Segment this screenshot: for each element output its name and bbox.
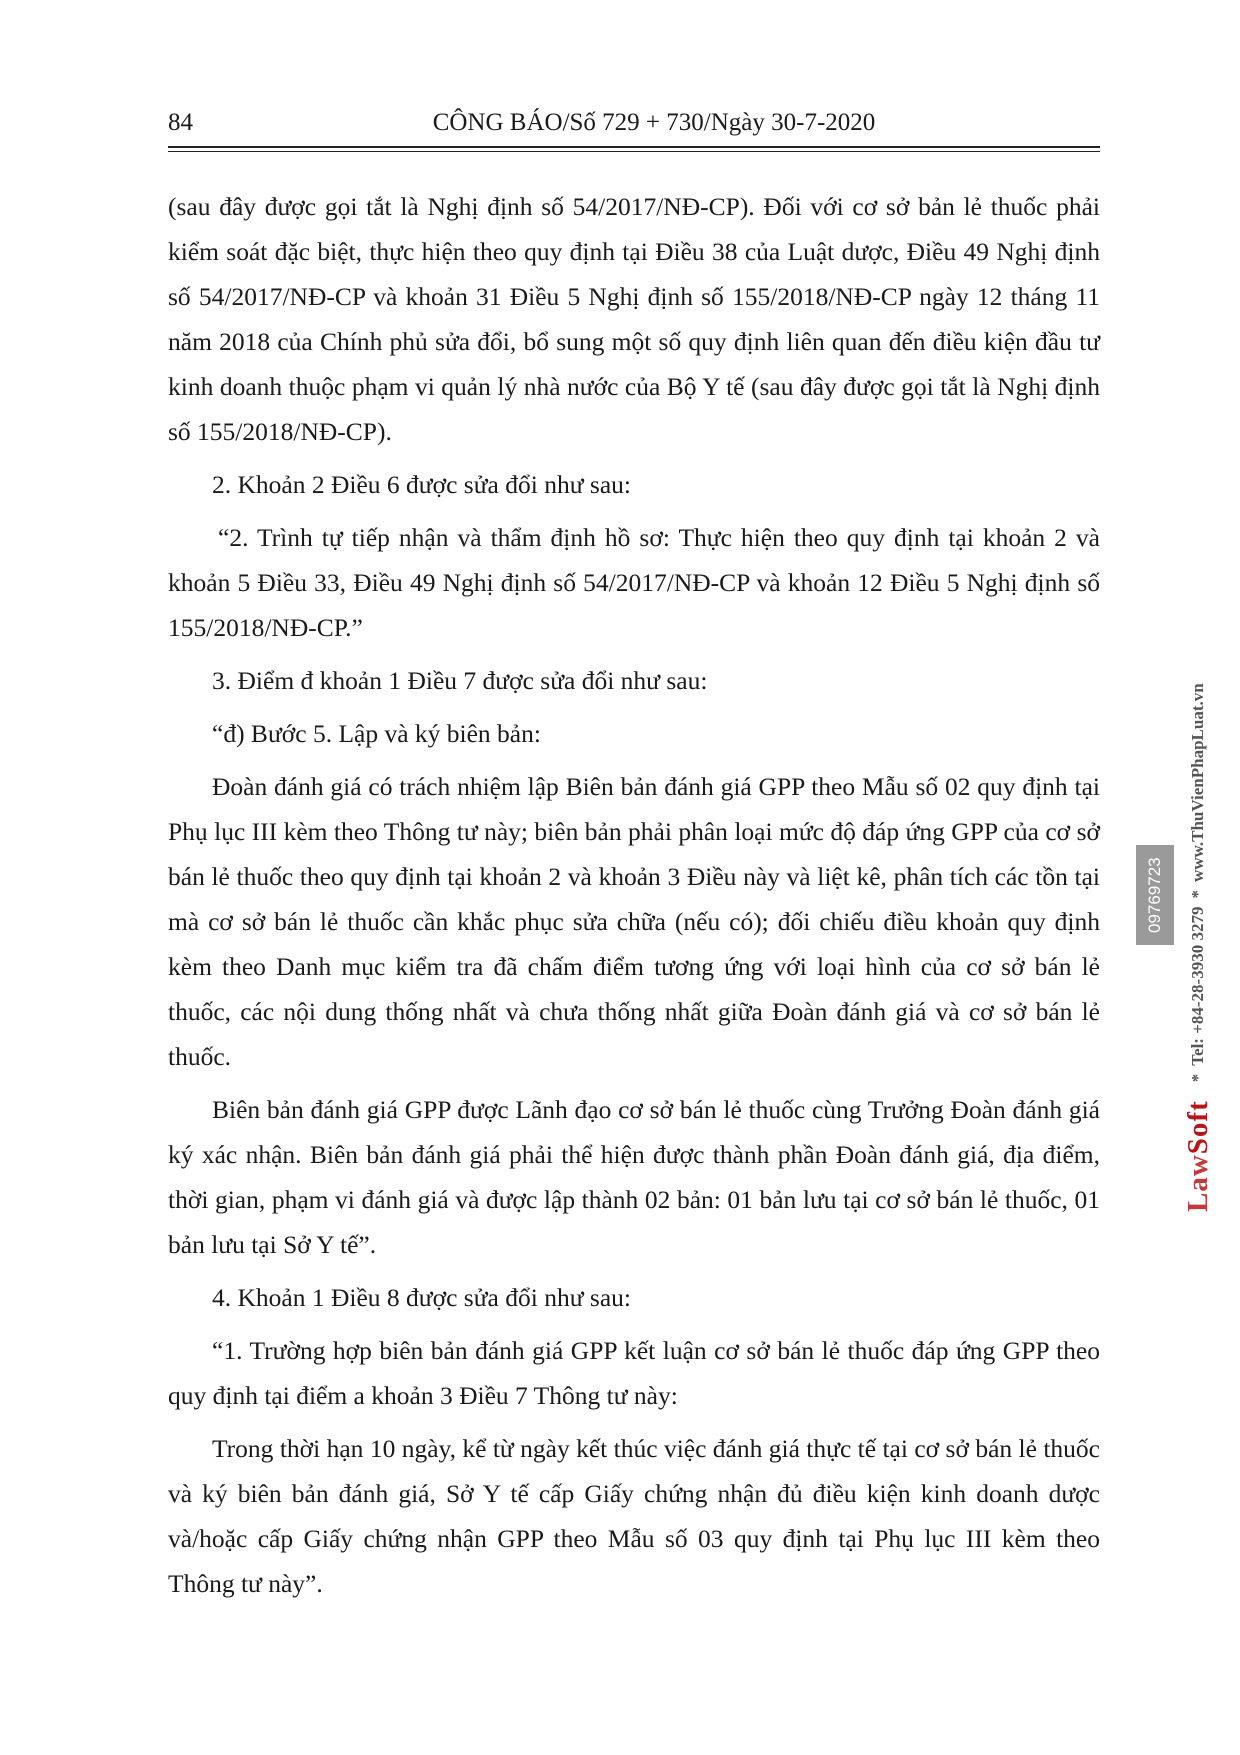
paragraph: “đ) Bước 5. Lập và ký biên bản: [212, 719, 541, 748]
logo-text-law: Law [1182, 1154, 1214, 1212]
paragraph: (sau đây được gọi tắt là Nghị định số 54/2017/NĐ-CP). Đối với cơ sở bản lẻ thuốc phải kiểm soát đặc biệt, thực hiện theo quy định tại Điều 38 của Luật dược, Điều 49 Nghị định số 54/2017/NĐ-CP và khoản 31 Điều 5 Nghị định số 155/2018/NĐ-CP ngày 12 tháng 11 năm 2018 của Chính phủ sửa đổi, bổ sung một số quy định liên quan đến điều kiện đầu tư kinh doanh thuộc phạm vi quản lý nhà nước của Bộ Y tế (sau đây được gọi tắt là Nghị định số 155/2018/NĐ-CP). [168, 192, 1100, 446]
logo-text-soft: Soft [1182, 1100, 1214, 1155]
paragraph: “1. Trường hợp biên bản đánh giá GPP kết luận cơ sở bán lẻ thuốc đáp ứng GPP theo quy định tại điểm a khoản 3 Điều 7 Thông tư này: [168, 1336, 1100, 1410]
lawsoft-logo [1183, 1100, 1213, 1212]
page-header [168, 106, 1100, 150]
paragraph: Trong thời hạn 10 ngày, kể từ ngày kết thúc việc đánh giá thực tế tại cơ sở bán lẻ thuốc và ký biên bản đánh giá, Sở Y tế cấp Giấy chứng nhận đủ điều kiện kinh doanh dược và/hoặc cấp Giấy chứng nhận GPP theo Mẫu số 03 quy định tại Phụ lục III kèm theo Thông tư này”. [168, 1434, 1100, 1598]
paragraph: 4. Khoản 1 Điều 8 được sửa đổi như sau: [212, 1283, 631, 1312]
paragraph: Biên bản đánh giá GPP được Lãnh đạo cơ sở bán lẻ thuốc cùng Trưởng Đoàn đánh giá ký xác nhận. Biên bản đánh giá phải thể hiện được thành phần Đoàn đánh giá, địa điểm, thời gian, phạm vi đánh giá và được lập thành 02 bản: 01 bản lưu tại cơ sở bán lẻ thuốc, 01 bản lưu tại Sở Y tế”. [168, 1095, 1100, 1259]
watermark-separator: * [1188, 1073, 1207, 1083]
watermark-separator: * [1188, 890, 1207, 899]
paragraph: 3. Điểm đ khoản 1 Điều 7 được sửa đổi như sau: [212, 666, 708, 695]
paragraph: 2. Khoản 2 Điều 6 được sửa đổi như sau: [212, 470, 631, 499]
header-divider-thin [168, 151, 1100, 152]
watermark-tel: Tel: +84-28-3930 3279 [1188, 906, 1207, 1066]
header-divider [168, 146, 1100, 148]
page-number: 84 [168, 109, 193, 136]
paragraph: Đoàn đánh giá có trách nhiệm lập Biên bản đánh giá GPP theo Mẫu số 02 quy định tại Phụ lục III kèm theo Thông tư này; biên bản phải phân loại mức độ đáp ứng GPP của cơ sở bán lẻ thuốc theo quy định tại khoản 2 và khoản 3 Điều này và liệt kê, phân tích các tồn tại mà cơ sở bán lẻ thuốc cần khắc phục sửa chữa (nếu có); đối chiếu điều khoản quy định kèm theo Danh mục kiểm tra đã chấm điểm tương ứng với loại hình của cơ sở bán lẻ thuốc, các nội dung thống nhất và chưa thống nhất giữa Đoàn đánh giá và cơ sở bán lẻ thuốc. [168, 772, 1100, 1071]
document-body [168, 184, 1100, 1614]
gazette-title: CÔNG BÁO/Số 729 + 730/Ngày 30-7-2020 [432, 109, 876, 136]
paragraph: “2. Trình tự tiếp nhận và thẩm định hồ sơ: Thực hiện theo quy định tại khoản 2 và khoản 5 Điều 33, Điều 49 Nghị định số 54/2017/NĐ-CP và khoản 12 Điều 5 Nghị định số 155/2018/NĐ-CP.” [168, 523, 1100, 642]
phone-badge: 09769723 [1136, 845, 1174, 945]
watermark-website: www.ThuVienPhapLuat.vn [1188, 683, 1207, 883]
